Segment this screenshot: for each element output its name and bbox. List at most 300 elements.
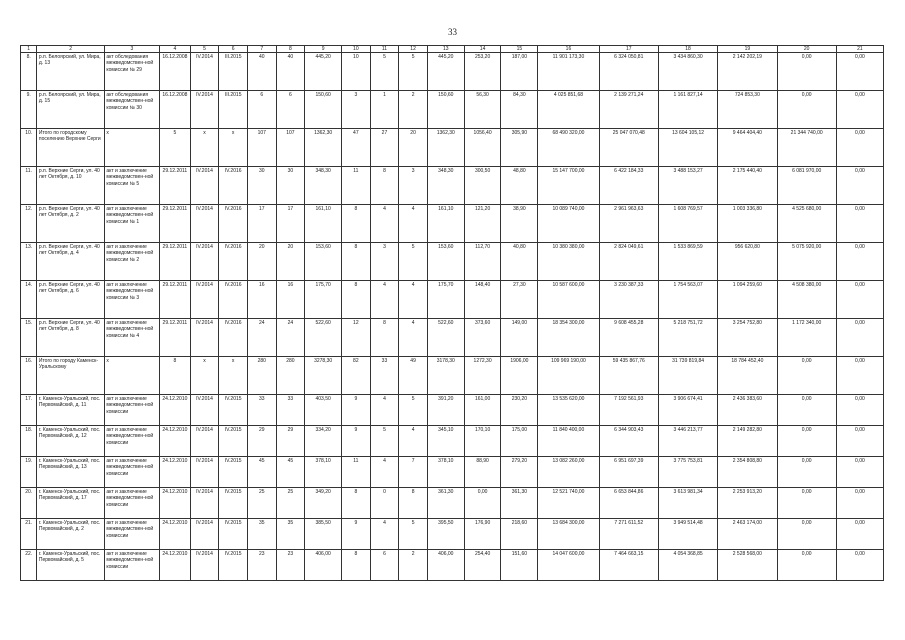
column-number-18: 18 xyxy=(658,46,717,53)
table-cell: 11 901 173,30 xyxy=(538,53,599,91)
table-cell: 16 xyxy=(247,281,276,319)
table-cell: 14. xyxy=(21,281,37,319)
table-cell: 6 653 844,86 xyxy=(599,488,658,519)
table-cell: 3 xyxy=(370,243,399,281)
table-cell: 4 508 380,00 xyxy=(777,281,836,319)
table-cell: 2 139 271,24 xyxy=(599,91,658,129)
table-cell: 218,60 xyxy=(501,519,538,550)
table-cell: 724 853,30 xyxy=(718,91,777,129)
table-cell: 2 xyxy=(399,91,428,129)
table-cell: 20 xyxy=(247,243,276,281)
table-cell: 373,60 xyxy=(464,319,501,357)
table-cell: 33 xyxy=(370,357,399,395)
table-cell: 9 xyxy=(342,395,371,426)
table-cell: 6 xyxy=(370,550,399,581)
table-cell: 0,00 xyxy=(836,281,883,319)
table-row xyxy=(21,243,884,281)
table-cell: 522,60 xyxy=(305,319,342,357)
table-cell: 17 xyxy=(276,205,305,243)
table-cell: 17. xyxy=(21,395,37,426)
table-cell: 4 xyxy=(370,281,399,319)
table-cell: 40 xyxy=(276,53,305,91)
page-number: 33 xyxy=(448,27,457,37)
table-cell: IV.2014 xyxy=(190,395,219,426)
table-row xyxy=(21,519,884,550)
table-cell: 121,20 xyxy=(464,205,501,243)
table-cell: 6 081 970,00 xyxy=(777,167,836,205)
table-cell: 300,50 xyxy=(464,167,501,205)
table-cell: 3 488 153,27 xyxy=(658,167,717,205)
column-number-20: 20 xyxy=(777,46,836,53)
table-cell: акт обследования межведомствен-ной комиссии № 29 xyxy=(104,53,159,91)
table-cell: 13 684 300,00 xyxy=(538,519,599,550)
table-cell: x xyxy=(104,129,159,167)
table-cell: 24.12.2010 xyxy=(160,395,191,426)
column-number-17: 17 xyxy=(599,46,658,53)
table-cell: 8 xyxy=(370,319,399,357)
table-cell: 0,00 xyxy=(836,395,883,426)
table-cell: 33 xyxy=(247,395,276,426)
table-cell: 175,70 xyxy=(427,281,464,319)
table-cell: IV.2016 xyxy=(219,281,248,319)
table-cell: 5 xyxy=(370,426,399,457)
table-cell: 24.12.2010 xyxy=(160,457,191,488)
table-cell: 10 587 600,00 xyxy=(538,281,599,319)
table-cell: 30 xyxy=(247,167,276,205)
table-cell: 0,00 xyxy=(777,457,836,488)
table-cell: IV.2014 xyxy=(190,488,219,519)
table-cell: IV.2016 xyxy=(219,205,248,243)
table-cell: 361,30 xyxy=(427,488,464,519)
table-cell: 2 824 049,61 xyxy=(599,243,658,281)
table-row xyxy=(21,167,884,205)
column-number-6: 6 xyxy=(219,46,248,53)
table-cell: 153,60 xyxy=(305,243,342,281)
table-cell: 2 xyxy=(399,550,428,581)
table-cell: 406,00 xyxy=(305,550,342,581)
table-cell: 10 xyxy=(342,53,371,91)
table-cell: 0,00 xyxy=(836,319,883,357)
table-cell: 8 xyxy=(342,243,371,281)
table-cell: IV.2015 xyxy=(219,395,248,426)
table-cell: 14 047 600,00 xyxy=(538,550,599,581)
table-cell: 3 613 981,34 xyxy=(658,488,717,519)
table-row xyxy=(21,53,884,91)
table-cell: 24.12.2010 xyxy=(160,426,191,457)
table-cell: 49 xyxy=(399,357,428,395)
table-cell: 0,00 xyxy=(777,426,836,457)
table-cell: 378,10 xyxy=(305,457,342,488)
table-cell: 18 354 300,00 xyxy=(538,319,599,357)
table-cell: 361,30 xyxy=(501,488,538,519)
table-cell: 13. xyxy=(21,243,37,281)
table-cell: акт и заключение межведомствен-ной комиссии xyxy=(104,457,159,488)
table-cell: x xyxy=(190,357,219,395)
table-cell: акт и заключение межведомствен-ной комиссии xyxy=(104,550,159,581)
table-cell: 2 961 963,63 xyxy=(599,205,658,243)
table-cell: 24 xyxy=(247,319,276,357)
table-cell: IV.2014 xyxy=(190,550,219,581)
table-cell: 23 xyxy=(247,550,276,581)
table-cell: IV.2016 xyxy=(219,319,248,357)
table-cell: 56,30 xyxy=(464,91,501,129)
table-cell: 11. xyxy=(21,167,37,205)
table-cell: акт и заключение межведомствен-ной комиссии xyxy=(104,395,159,426)
table-cell: 0,00 xyxy=(777,53,836,91)
table-cell: 334,20 xyxy=(305,426,342,457)
table-cell: 2 142 202,19 xyxy=(718,53,777,91)
table-cell: р.п. Верхние Серги, ул. 40 лет Октября, д. 2 xyxy=(37,205,104,243)
table-cell: 4 xyxy=(370,205,399,243)
table-cell: акт обследования межведомствен-ной комиссии № 30 xyxy=(104,91,159,129)
column-number-15: 15 xyxy=(501,46,538,53)
table-cell: г. Каменск-Уральский, пос. Первомайский, д. 5 xyxy=(37,550,104,581)
table-cell: 445,20 xyxy=(305,53,342,91)
table-cell: 45 xyxy=(276,457,305,488)
table-cell: IV.2014 xyxy=(190,319,219,357)
table-cell: 3 906 674,41 xyxy=(658,395,717,426)
table-cell: 3 446 213,77 xyxy=(658,426,717,457)
table-cell: 107 xyxy=(247,129,276,167)
table-cell: IV.2014 xyxy=(190,91,219,129)
table-cell: 956 620,80 xyxy=(718,243,777,281)
table-cell: 8 xyxy=(342,205,371,243)
table-cell: 0,00 xyxy=(777,357,836,395)
table-cell: 5 xyxy=(370,53,399,91)
table-cell: 5 075 920,00 xyxy=(777,243,836,281)
table-cell: 1906,00 xyxy=(501,357,538,395)
table-cell: 161,10 xyxy=(427,205,464,243)
table-cell: 150,60 xyxy=(427,91,464,129)
table-cell: 1272,30 xyxy=(464,357,501,395)
table-cell: 161,10 xyxy=(305,205,342,243)
table-cell: 7 192 561,93 xyxy=(599,395,658,426)
table-cell: 31 739 819,84 xyxy=(658,357,717,395)
table-cell: 3 434 860,30 xyxy=(658,53,717,91)
table-cell: 18. xyxy=(21,426,37,457)
table-cell: 1 533 869,59 xyxy=(658,243,717,281)
table-cell: IV.2014 xyxy=(190,519,219,550)
table-cell: 12 xyxy=(342,319,371,357)
table-cell: 1 172 340,00 xyxy=(777,319,836,357)
table-cell: р.п. Верхние Серги, ул. 40 лет Октября, д. 6 xyxy=(37,281,104,319)
table-cell: 5 xyxy=(399,243,428,281)
table-cell: 3 230 387,33 xyxy=(599,281,658,319)
table-cell: акт и заключение межведомствен-ной комиссии xyxy=(104,426,159,457)
table-cell: x xyxy=(219,129,248,167)
table-cell: 5 xyxy=(399,395,428,426)
table-cell: 16.12.2008 xyxy=(160,91,191,129)
table-cell: 2 354 808,80 xyxy=(718,457,777,488)
table-cell: 153,60 xyxy=(427,243,464,281)
column-number-10: 10 xyxy=(342,46,371,53)
table-cell: 0,00 xyxy=(836,488,883,519)
table-cell: 348,30 xyxy=(427,167,464,205)
table-cell: 4 525 680,00 xyxy=(777,205,836,243)
table-cell: 40 xyxy=(247,53,276,91)
table-cell: 0,00 xyxy=(777,550,836,581)
table-cell: 25 xyxy=(276,488,305,519)
table-cell: 279,20 xyxy=(501,457,538,488)
table-cell: 5 xyxy=(160,129,191,167)
table-cell: 0,00 xyxy=(836,167,883,205)
table-cell: 445,20 xyxy=(427,53,464,91)
table-cell: акт и заключение межведомствен-ной комиссии № 1 xyxy=(104,205,159,243)
table-cell: 82 xyxy=(342,357,371,395)
column-number-1: 1 xyxy=(21,46,37,53)
table-cell: 24.12.2010 xyxy=(160,519,191,550)
table-cell: 5 xyxy=(399,519,428,550)
table-cell: 7 xyxy=(399,457,428,488)
table-cell: 0,00 xyxy=(836,129,883,167)
table-cell: 30 xyxy=(276,167,305,205)
column-number-2: 2 xyxy=(37,46,104,53)
table-cell: 395,50 xyxy=(427,519,464,550)
table-cell: 6 xyxy=(276,91,305,129)
table-row xyxy=(21,319,884,357)
table-cell: 406,00 xyxy=(427,550,464,581)
table-cell: 20. xyxy=(21,488,37,519)
column-number-13: 13 xyxy=(427,46,464,53)
table-cell: IV.2014 xyxy=(190,53,219,91)
table-cell: 3 254 752,80 xyxy=(718,319,777,357)
table-cell: 112,70 xyxy=(464,243,501,281)
table-cell: 1056,40 xyxy=(464,129,501,167)
table-cell: 7 271 611,52 xyxy=(599,519,658,550)
table-cell: IV.2015 xyxy=(219,457,248,488)
table-cell: 22. xyxy=(21,550,37,581)
table-cell: 391,20 xyxy=(427,395,464,426)
column-number-9: 9 xyxy=(305,46,342,53)
table-cell: IV.2014 xyxy=(190,167,219,205)
table-cell: 29.12.2011 xyxy=(160,319,191,357)
table-cell: Итого по городу Каменск-Уральскому xyxy=(37,357,104,395)
table-cell: 33 xyxy=(276,395,305,426)
table-cell: 7 464 663,15 xyxy=(599,550,658,581)
table-cell: 29.12.2011 xyxy=(160,205,191,243)
table-cell: IV.2015 xyxy=(219,550,248,581)
table-cell: 0,00 xyxy=(777,488,836,519)
column-number-12: 12 xyxy=(399,46,428,53)
table-cell: г. Каменск-Уральский, пос. Первомайский, д. 11 xyxy=(37,395,104,426)
table-row xyxy=(21,357,884,395)
table-cell: 148,40 xyxy=(464,281,501,319)
table-cell: 25 047 070,48 xyxy=(599,129,658,167)
table-cell: 149,00 xyxy=(501,319,538,357)
table-cell: 8 xyxy=(342,281,371,319)
table-row xyxy=(21,129,884,167)
table-cell: 8 xyxy=(342,488,371,519)
column-number-7: 7 xyxy=(247,46,276,53)
table-cell: 12 521 740,00 xyxy=(538,488,599,519)
table-cell: IV.2014 xyxy=(190,426,219,457)
table-cell: 20 xyxy=(276,243,305,281)
table-cell: 21 344 740,00 xyxy=(777,129,836,167)
table-cell: 2 436 383,60 xyxy=(718,395,777,426)
table-cell: 0,00 xyxy=(836,426,883,457)
table-cell: 0,00 xyxy=(836,550,883,581)
table-cell: акт и заключение межведомствен-ной комиссии xyxy=(104,488,159,519)
table-cell: 1 754 563,07 xyxy=(658,281,717,319)
table-cell: г. Каменск-Уральский, пос. Первомайский, д. 17 xyxy=(37,488,104,519)
table-cell: 280 xyxy=(247,357,276,395)
table-cell: 13 604 105,12 xyxy=(658,129,717,167)
table-cell: IV.2014 xyxy=(190,457,219,488)
table-cell: 109 969 190,00 xyxy=(538,357,599,395)
table-cell: 68 490 320,00 xyxy=(538,129,599,167)
table-cell: III.2015 xyxy=(219,53,248,91)
table-cell: 16. xyxy=(21,357,37,395)
table-cell: 29.12.2011 xyxy=(160,281,191,319)
table-cell: 253,20 xyxy=(464,53,501,91)
table-cell: 348,30 xyxy=(305,167,342,205)
table-cell: x xyxy=(190,129,219,167)
table-cell: 176,90 xyxy=(464,519,501,550)
table-cell: 10 089 740,00 xyxy=(538,205,599,243)
table-cell: 0,00 xyxy=(777,519,836,550)
table-cell: 3 xyxy=(342,91,371,129)
table-cell: 27,30 xyxy=(501,281,538,319)
table-cell: 24 xyxy=(276,319,305,357)
table-cell: 3 775 753,81 xyxy=(658,457,717,488)
table-cell: 0,00 xyxy=(836,243,883,281)
table-cell: 378,10 xyxy=(427,457,464,488)
table-cell: 38,90 xyxy=(501,205,538,243)
table-cell: 29.12.2011 xyxy=(160,167,191,205)
table-cell: III.2015 xyxy=(219,91,248,129)
table-cell: 403,50 xyxy=(305,395,342,426)
table-cell: 84,30 xyxy=(501,91,538,129)
table-cell: 18 784 452,40 xyxy=(718,357,777,395)
column-number-4: 4 xyxy=(160,46,191,53)
column-number-14: 14 xyxy=(464,46,501,53)
table-cell: р.п. Верхние Серги, ул. 40 лет Октября, д. 4 xyxy=(37,243,104,281)
table-cell: р.п. Белоярский, ул. Мира, д. 15 xyxy=(37,91,104,129)
table-cell: 522,60 xyxy=(427,319,464,357)
table-cell: 11 840 400,00 xyxy=(538,426,599,457)
table-cell: 9. xyxy=(21,91,37,129)
table-cell: IV.2015 xyxy=(219,426,248,457)
column-number-3: 3 xyxy=(104,46,159,53)
table-cell: 16.12.2008 xyxy=(160,53,191,91)
table-cell: 2 253 913,20 xyxy=(718,488,777,519)
table-cell: 3278,30 xyxy=(305,357,342,395)
table-cell: 6 344 903,43 xyxy=(599,426,658,457)
table-cell: 13 082 260,00 xyxy=(538,457,599,488)
table-row xyxy=(21,91,884,129)
table-cell: 4 xyxy=(399,426,428,457)
table-cell: 27 xyxy=(370,129,399,167)
table-cell: 0,00 xyxy=(836,53,883,91)
table-cell: 15 147 700,00 xyxy=(538,167,599,205)
table-cell: акт и заключение межведомствен-ной комиссии № 3 xyxy=(104,281,159,319)
table-cell: 10 380 380,00 xyxy=(538,243,599,281)
table-cell: IV.2015 xyxy=(219,519,248,550)
column-number-8: 8 xyxy=(276,46,305,53)
table-cell: IV.2016 xyxy=(219,167,248,205)
table-cell: 29.12.2011 xyxy=(160,243,191,281)
table-cell: 150,60 xyxy=(305,91,342,129)
table-cell: 19. xyxy=(21,457,37,488)
table-cell: 8 xyxy=(370,167,399,205)
table-cell: 15. xyxy=(21,319,37,357)
table-cell: 2 175 440,40 xyxy=(718,167,777,205)
table-cell: 170,10 xyxy=(464,426,501,457)
table-cell: 0,00 xyxy=(777,91,836,129)
table-cell: 230,20 xyxy=(501,395,538,426)
table-cell: 23 xyxy=(276,550,305,581)
table-cell: 29 xyxy=(276,426,305,457)
table-cell: 0,00 xyxy=(836,205,883,243)
table-cell: 1362,30 xyxy=(427,129,464,167)
table-cell: 349,20 xyxy=(305,488,342,519)
table-cell: 4 xyxy=(370,519,399,550)
table-cell: 161,00 xyxy=(464,395,501,426)
table-cell: 2 463 174,00 xyxy=(718,519,777,550)
table-cell: 1 094 259,60 xyxy=(718,281,777,319)
table-cell: 1 xyxy=(370,91,399,129)
table-cell: 8 xyxy=(160,357,191,395)
table-cell: 59 435 867,76 xyxy=(599,357,658,395)
table-cell: р.п. Верхние Серги, ул. 40 лет Октября, д. 8 xyxy=(37,319,104,357)
table-row xyxy=(21,205,884,243)
table-cell: 29 xyxy=(247,426,276,457)
table-cell: 4 xyxy=(399,319,428,357)
table-cell: 17 xyxy=(247,205,276,243)
table-cell: акт и заключение межведомствен-ной комиссии xyxy=(104,519,159,550)
table-cell: 2 528 568,00 xyxy=(718,550,777,581)
table-cell: 5 218 751,72 xyxy=(658,319,717,357)
table-cell: 40,80 xyxy=(501,243,538,281)
table-cell: 175,70 xyxy=(305,281,342,319)
table-cell: 305,90 xyxy=(501,129,538,167)
table-cell: 107 xyxy=(276,129,305,167)
table-cell: 4 xyxy=(399,281,428,319)
table-cell: x xyxy=(104,357,159,395)
table-cell: 9 608 455,28 xyxy=(599,319,658,357)
table-cell: 4 xyxy=(370,457,399,488)
table-cell: 1362,30 xyxy=(305,129,342,167)
table-cell: 2 149 282,80 xyxy=(718,426,777,457)
table-cell: 4 xyxy=(370,395,399,426)
table-row xyxy=(21,488,884,519)
table-cell: 9 xyxy=(342,519,371,550)
table-cell: Итого по городскому поселению Верхние Серги xyxy=(37,129,104,167)
table-row xyxy=(21,550,884,581)
table-cell: 0,00 xyxy=(836,519,883,550)
column-number-16: 16 xyxy=(538,46,599,53)
table-cell: 6 422 184,33 xyxy=(599,167,658,205)
table-cell: IV.2014 xyxy=(190,281,219,319)
table-cell: 45 xyxy=(247,457,276,488)
table-cell: 0,00 xyxy=(777,395,836,426)
table-cell: 35 xyxy=(247,519,276,550)
table-cell: 20 xyxy=(399,129,428,167)
table-cell: 345,10 xyxy=(427,426,464,457)
table-cell: IV.2014 xyxy=(190,243,219,281)
column-number-21: 21 xyxy=(836,46,883,53)
table-cell: 0,00 xyxy=(464,488,501,519)
table-cell: 175,00 xyxy=(501,426,538,457)
table-cell: IV.2016 xyxy=(219,243,248,281)
table-cell: 25 xyxy=(247,488,276,519)
table-row xyxy=(21,395,884,426)
table-cell: 4 xyxy=(399,205,428,243)
table-cell: 11 xyxy=(342,457,371,488)
table-cell: 16 xyxy=(276,281,305,319)
table-cell: 280 xyxy=(276,357,305,395)
table-cell: 385,50 xyxy=(305,519,342,550)
